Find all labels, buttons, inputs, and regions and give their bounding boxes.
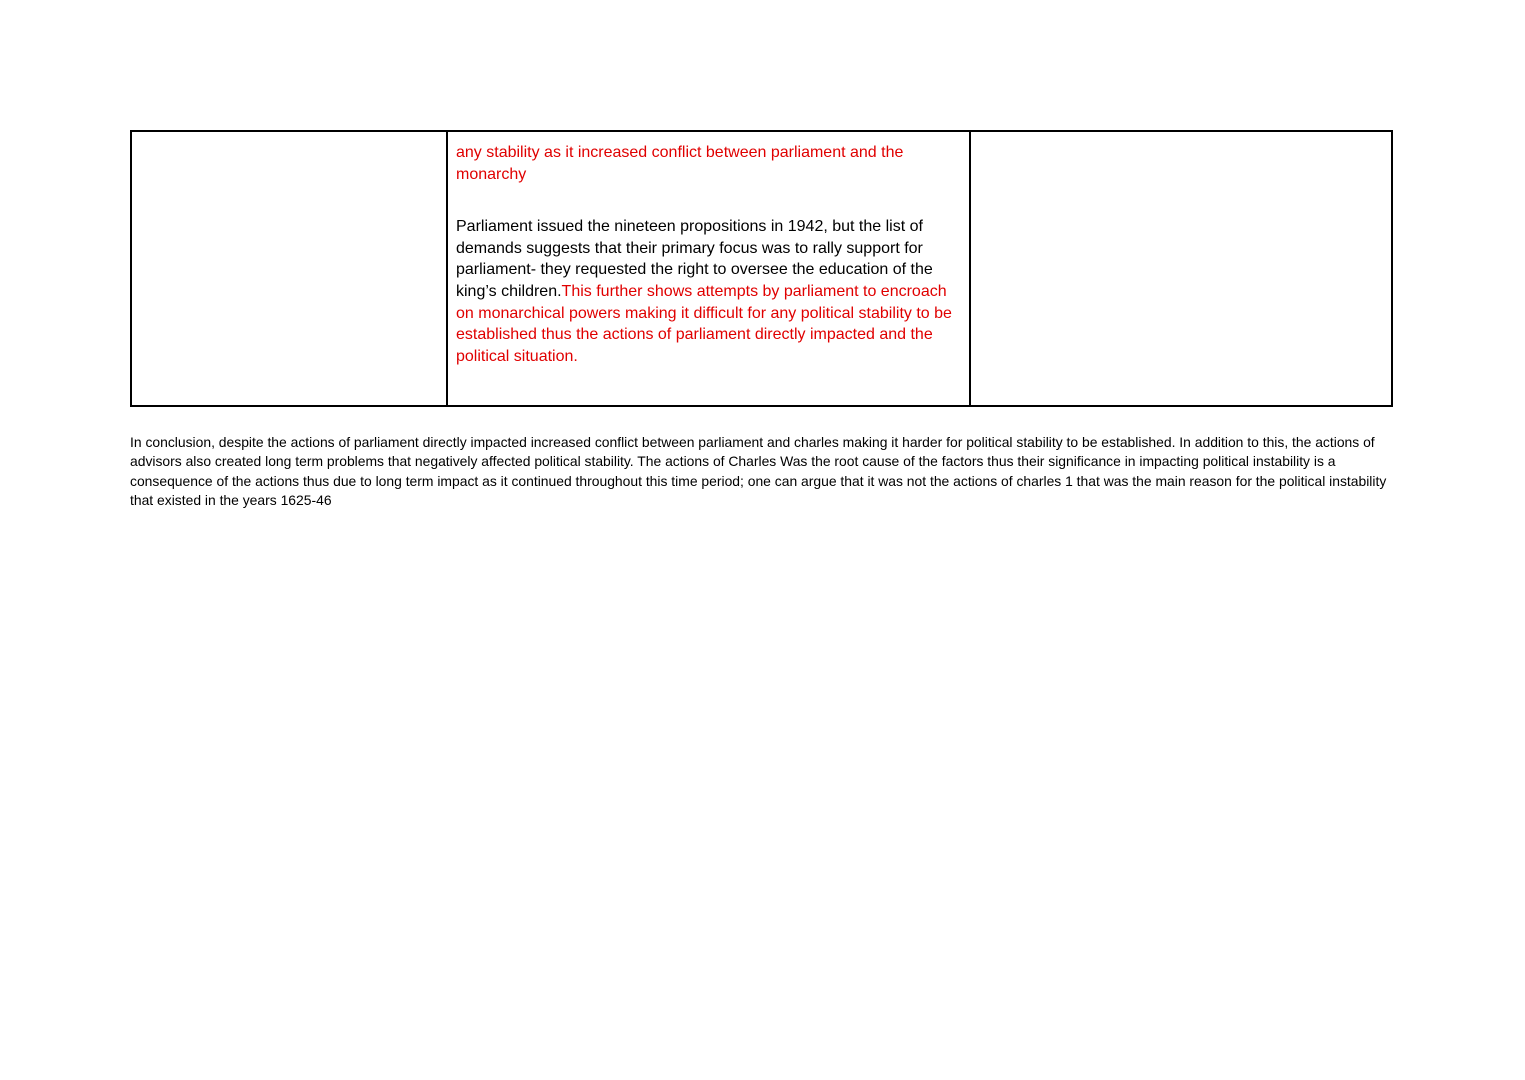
evidence-paragraph-1: any stability as it increased conflict between parliament and the monarchy (456, 144, 904, 183)
table-cell-evidence (447, 131, 970, 406)
table-cell-factor (131, 131, 447, 406)
evidence-paragraph-2-text: Parliament issued the nineteen propositions in 1942, but the list of demands suggests that their primary focus was to rally support for parliament- they requested the right to oversee the education of the king’s children. (456, 218, 933, 300)
cell-content-evidence (448, 132, 969, 367)
cell-text-factor (132, 132, 446, 142)
paragraph-spacer (456, 185, 961, 216)
cell-text-judgement (971, 132, 1391, 142)
conclusion-paragraph: In conclusion, despite the actions of parliament directly impacted increased conflict between parliament and charles making it harder for political stability to be established. In addition to this, the actions of advisors also created long term problems that negatively affected political stability. The actions of Charles Was the root cause of the factors thus their significance in impacting political instability is a consequence of the actions thus due to long term impact as it continued throughout this time period; one can argue that it was not the actions of charles 1 that was the main reason for the political instability that existed in the years 1625-46 (130, 434, 1387, 509)
evidence-paragraph-2-analysis: This further shows attempts by parliament to encroach on monarchical powers making it difficult for any political stability to be established thus the actions of parliament directly impacted and the political situation. (456, 282, 952, 365)
evidence-paragraph-2 (456, 216, 961, 367)
essay-table (130, 130, 1393, 407)
table-row (131, 131, 1392, 406)
table-cell-judgement (970, 131, 1392, 406)
